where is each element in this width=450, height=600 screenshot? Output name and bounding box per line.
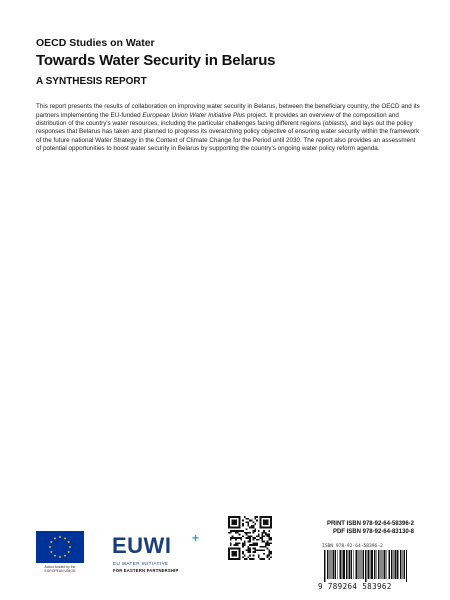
- qr-module: [244, 516, 246, 518]
- qr-module: [258, 530, 260, 532]
- qr-module: [253, 532, 255, 534]
- qr-module: [247, 556, 249, 558]
- euwi-partnership: FOR EASTERN PARTNERSHIP: [113, 568, 179, 573]
- barcode-bar: [376, 550, 377, 579]
- qr-module: [232, 537, 234, 539]
- qr-module: [265, 534, 267, 536]
- qr-module: [261, 546, 263, 548]
- qr-module: [268, 537, 270, 539]
- qr-module: [265, 532, 267, 534]
- qr-module: [253, 530, 255, 532]
- barcode-bar: [393, 550, 394, 579]
- barcode-bar: [333, 550, 334, 579]
- qr-module: [263, 558, 265, 560]
- barcode-bar: [406, 550, 407, 582]
- qr-module: [251, 558, 253, 560]
- qr-module: [270, 551, 272, 553]
- qr-module: [263, 532, 265, 534]
- abstract-italic-project: European Union Water Initiative Plus: [142, 111, 246, 119]
- qr-module: [249, 548, 251, 550]
- qr-module: [265, 542, 267, 544]
- qr-module: [267, 541, 269, 543]
- euwi-tagline: EU WATER INITIATIVE: [113, 561, 169, 566]
- qr-module: [258, 549, 260, 551]
- qr-module: [267, 542, 269, 544]
- qr-module: [270, 542, 272, 544]
- qr-module: [244, 532, 246, 534]
- barcode-bar: [353, 550, 354, 579]
- qr-module: [256, 520, 258, 522]
- qr-module: [242, 553, 244, 555]
- qr-module: [258, 535, 260, 537]
- euwi-plus: +: [192, 531, 200, 545]
- qr-module: [268, 539, 270, 541]
- qr-module: [261, 541, 263, 543]
- barcode-bar: [342, 550, 343, 579]
- barcode-bar: [346, 550, 347, 579]
- qr-module: [260, 546, 262, 548]
- qr-module: [268, 530, 270, 532]
- qr-module: [254, 518, 256, 520]
- qr-module: [232, 530, 234, 532]
- qr-module: [263, 520, 268, 525]
- qr-module: [242, 530, 244, 532]
- qr-module: [258, 539, 260, 541]
- abstract-text-1: This report presents the results of collaboration on improving water security in Belarus, between the beneficiary country, the OECD and its partners implementing the EU-funded: [36, 103, 420, 119]
- qr-module: [247, 535, 249, 537]
- qr-module: [237, 537, 239, 539]
- pdf-isbn: PDF ISBN 978-92-64-83130-8: [332, 529, 414, 535]
- qr-module: [246, 549, 248, 551]
- qr-module: [242, 551, 244, 553]
- qr-module: [246, 534, 248, 536]
- barcode-bar: [374, 550, 376, 579]
- qr-module: [235, 542, 237, 544]
- barcode-bar: [363, 550, 364, 579]
- qr-module: [230, 530, 232, 532]
- qr-module: [263, 541, 265, 543]
- qr-module: [247, 548, 249, 550]
- qr-module: [253, 551, 255, 553]
- qr-module: [235, 532, 237, 534]
- barcode-bar: [370, 550, 371, 579]
- qr-module: [267, 555, 269, 557]
- qr-module: [249, 551, 251, 553]
- qr-module: [260, 537, 262, 539]
- qr-module: [242, 520, 244, 522]
- barcode-bar: [337, 550, 338, 579]
- qr-module: [253, 521, 255, 523]
- qr-module: [267, 534, 269, 536]
- barcode-number: 9 789264 583962: [318, 582, 392, 591]
- qr-module: [253, 548, 255, 550]
- qr-module: [251, 527, 253, 529]
- barcode-bar: [403, 550, 404, 579]
- qr-module: [263, 546, 265, 548]
- barcode-bar: [367, 550, 369, 579]
- barcode-bar: [384, 550, 386, 579]
- qr-module: [233, 544, 235, 546]
- qr-module: [233, 530, 235, 532]
- qr-module: [244, 555, 246, 557]
- qr-module: [247, 532, 249, 534]
- barcode-bar: [349, 550, 350, 579]
- qr-module: [253, 537, 255, 539]
- qr-module: [251, 535, 253, 537]
- qr-module: [251, 544, 253, 546]
- qr-module: [265, 544, 267, 546]
- qr-module: [249, 558, 251, 560]
- barcode-bar: [391, 550, 392, 579]
- qr-module: [249, 527, 251, 529]
- qr-module: [254, 548, 256, 550]
- qr-module: [254, 528, 256, 530]
- qr-module: [263, 549, 265, 551]
- qr-module: [246, 521, 248, 523]
- qr-module: [233, 537, 235, 539]
- qr-module: [270, 553, 272, 555]
- barcode-bar: [351, 550, 353, 579]
- qr-module: [270, 556, 272, 558]
- qr-module: [244, 558, 246, 560]
- qr-module: [254, 516, 256, 518]
- qr-module: [242, 556, 244, 558]
- barcode-bar: [395, 550, 397, 579]
- qr-module: [242, 544, 244, 546]
- qr-module: [261, 532, 263, 534]
- qr-module: [244, 542, 246, 544]
- euwi-logo: [112, 531, 208, 577]
- qr-module: [246, 528, 248, 530]
- qr-module: [247, 541, 249, 543]
- qr-module: [261, 535, 263, 537]
- qr-module: [261, 539, 263, 541]
- qr-module: [267, 556, 269, 558]
- qr-module: [256, 549, 258, 551]
- qr-module: [244, 544, 246, 546]
- qr-module: [261, 537, 263, 539]
- qr-module: [268, 558, 270, 560]
- qr-module: [247, 525, 249, 527]
- barcode: [318, 544, 414, 592]
- qr-module: [267, 548, 269, 550]
- qr-module: [268, 549, 270, 551]
- qr-module: [253, 525, 255, 527]
- eu-logo: [36, 531, 84, 575]
- qr-module: [230, 539, 232, 541]
- qr-module: [242, 523, 244, 525]
- eu-caption: Action funded by the EUROPEAN UNION: [44, 565, 76, 573]
- print-isbn: PRINT ISBN 978-92-64-58396-2: [326, 521, 414, 527]
- abstract-text-3: ), and lays out the policy responses that Belarus has taken and planned to progress its overarching policy objective of ensuring water security within the framework of the future national Water Strategy in the Context of Climate Change for the Period until 2030. The report also provides an assessment of potential opportunities to boost water security in Belarus by supporting the country's ongoing water policy reform agenda.: [36, 119, 420, 153]
- qr-module: [237, 532, 239, 534]
- barcode-bar: [386, 550, 387, 579]
- barcode-bar: [330, 550, 331, 579]
- barcode-bar: [400, 550, 402, 579]
- qr-module: [249, 532, 251, 534]
- qr-module: [247, 521, 249, 523]
- qr-module: [253, 539, 255, 541]
- qr-module: [242, 535, 244, 537]
- qr-module: [251, 520, 253, 522]
- qr-module: [246, 537, 248, 539]
- qr-module: [256, 516, 258, 518]
- barcode-bar: [360, 550, 361, 579]
- qr-module: [230, 532, 232, 534]
- barcode-bar: [362, 550, 363, 579]
- series-name: OECD Studies on Water: [36, 37, 155, 49]
- barcode-bar: [365, 550, 367, 582]
- qr-module: [268, 553, 270, 555]
- qr-module: [254, 549, 256, 551]
- qr-module: [228, 532, 230, 534]
- qr-module: [249, 549, 251, 551]
- abstract-paragraph: [36, 103, 420, 153]
- qr-module: [246, 532, 248, 534]
- qr-module: [263, 530, 265, 532]
- qr-module: [249, 520, 251, 522]
- qr-module: [239, 530, 241, 532]
- barcode-bar: [378, 550, 380, 579]
- qr-module: [253, 558, 255, 560]
- qr-module: [230, 542, 232, 544]
- qr-module: [230, 544, 232, 546]
- qr-module: [247, 549, 249, 551]
- qr-module: [242, 525, 244, 527]
- qr-module: [235, 539, 237, 541]
- page-subtitle: A SYNTHESIS REPORT: [36, 76, 147, 87]
- barcode-bar: [358, 550, 359, 579]
- barcode-bar: [404, 550, 405, 579]
- qr-module: [253, 542, 255, 544]
- qr-module: [244, 541, 246, 543]
- qr-module: [270, 539, 272, 541]
- isbn-block: [327, 520, 414, 536]
- barcode-isbn-text: ISBN 978-92-64-58396-2: [322, 544, 383, 549]
- qr-code-icon: [228, 516, 272, 560]
- qr-module: [268, 534, 270, 536]
- qr-module: [249, 541, 251, 543]
- qr-module: [246, 558, 248, 560]
- barcode-bar: [388, 550, 390, 579]
- qr-module: [239, 534, 241, 536]
- barcode-bar: [355, 550, 357, 579]
- qr-module: [253, 544, 255, 546]
- barcode-bar: [343, 550, 345, 579]
- qr-module: [249, 535, 251, 537]
- qr-module: [242, 546, 244, 548]
- qr-module: [239, 537, 241, 539]
- qr-module: [237, 530, 239, 532]
- qr-module: [260, 558, 262, 560]
- qr-module: [247, 518, 249, 520]
- abstract-text-2: project. It provides an overview of the composition and distribution of the country's water resources, including the particular challenges facing different regions (: [36, 111, 399, 127]
- qr-module: [249, 555, 251, 557]
- qr-module: [268, 542, 270, 544]
- qr-module: [268, 535, 270, 537]
- qr-module: [253, 527, 255, 529]
- qr-module: [270, 537, 272, 539]
- qr-module: [247, 537, 249, 539]
- qr-module: [232, 551, 237, 556]
- qr-module: [258, 556, 260, 558]
- qr-module: [254, 537, 256, 539]
- qr-module: [232, 520, 237, 525]
- barcode-icon: [318, 550, 414, 582]
- qr-module: [247, 551, 249, 553]
- qr-module: [253, 555, 255, 557]
- qr-module: [258, 534, 260, 536]
- qr-module: [235, 530, 237, 532]
- qr-module: [249, 544, 251, 546]
- qr-module: [263, 553, 265, 555]
- qr-module: [230, 537, 232, 539]
- qr-module: [249, 537, 251, 539]
- qr-module: [249, 539, 251, 541]
- qr-module: [261, 549, 263, 551]
- qr-module: [267, 544, 269, 546]
- qr-module: [268, 544, 270, 546]
- qr-module: [256, 544, 258, 546]
- qr-module: [265, 546, 267, 548]
- abstract-italic-oblasts: oblasts: [324, 119, 345, 127]
- qr-module: [232, 535, 234, 537]
- eu-flag-icon: [36, 531, 84, 563]
- qr-module: [251, 525, 253, 527]
- qr-module: [256, 539, 258, 541]
- qr-module: [254, 523, 256, 525]
- qr-module: [239, 542, 241, 544]
- qr-module: [258, 555, 260, 557]
- qr-module: [242, 542, 244, 544]
- qr-module: [260, 549, 262, 551]
- qr-module: [254, 530, 256, 532]
- qr-module: [263, 535, 265, 537]
- barcode-bar: [324, 550, 326, 582]
- euwi-wordmark: EUWI: [112, 533, 172, 558]
- qr-module: [256, 535, 258, 537]
- barcode-bar: [397, 550, 399, 579]
- qr-module: [261, 534, 263, 536]
- barcode-bar: [327, 550, 329, 579]
- qr-module: [247, 546, 249, 548]
- barcode-bar: [371, 550, 373, 579]
- qr-module: [261, 558, 263, 560]
- qr-module: [268, 551, 270, 553]
- barcode-bar: [339, 550, 341, 579]
- qr-module: [235, 537, 237, 539]
- qr-module: [240, 530, 242, 532]
- qr-module: [237, 542, 239, 544]
- qr-module: [267, 535, 269, 537]
- qr-module: [256, 542, 258, 544]
- page-title: Towards Water Security in Belarus: [36, 52, 276, 69]
- barcode-bar: [383, 550, 384, 579]
- qr-module: [254, 551, 256, 553]
- qr-module: [237, 544, 239, 546]
- qr-module: [240, 539, 242, 541]
- qr-module: [246, 518, 248, 520]
- qr-module: [247, 523, 249, 525]
- qr-module: [254, 542, 256, 544]
- qr-module: [268, 555, 270, 557]
- qr-module: [240, 537, 242, 539]
- barcode-bar: [381, 550, 382, 579]
- barcode-bar: [348, 550, 349, 579]
- qr-module: [235, 544, 237, 546]
- barcode-bar: [332, 550, 333, 579]
- barcode-bar: [335, 550, 337, 579]
- qr-module: [254, 544, 256, 546]
